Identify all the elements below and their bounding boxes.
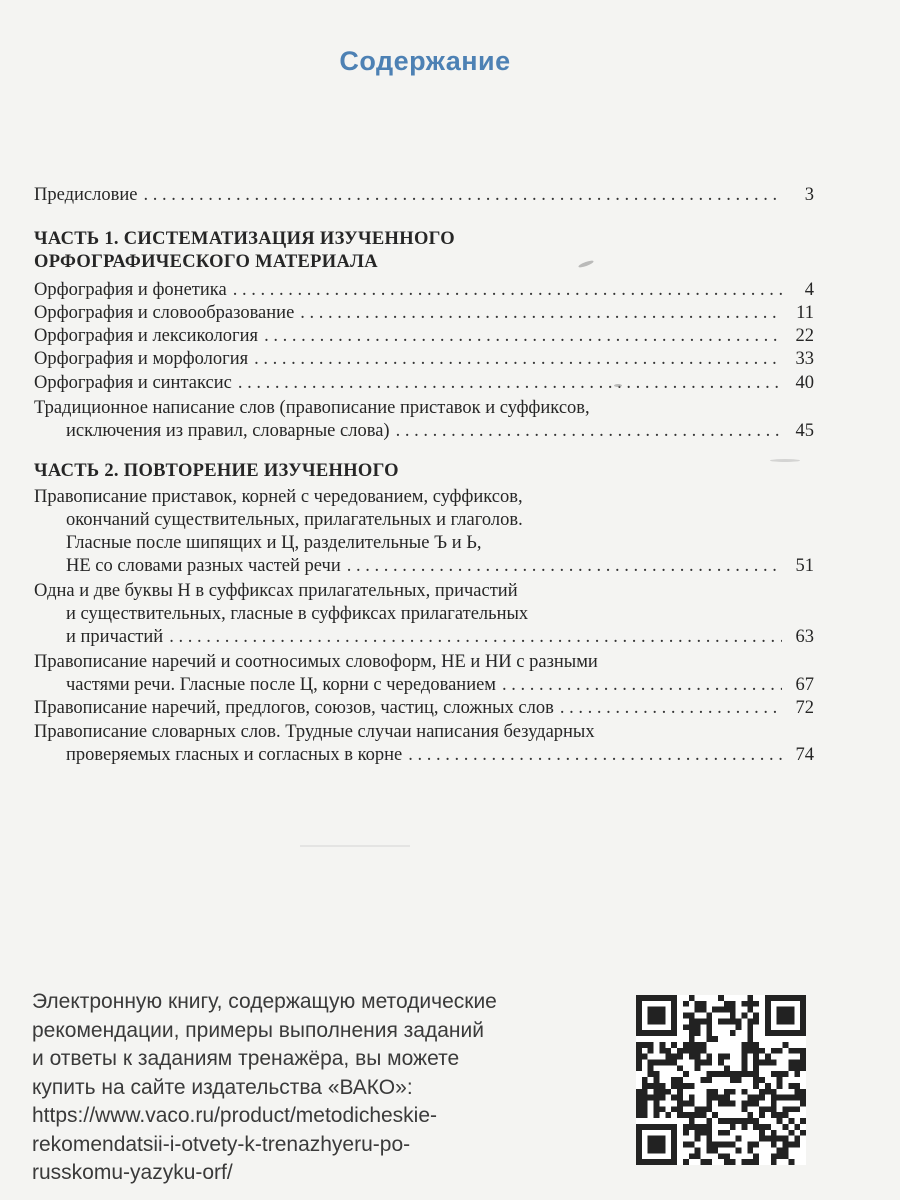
part1-heading bbox=[34, 228, 814, 274]
toc-page-number: 67 bbox=[795, 675, 814, 695]
part2-heading bbox=[34, 460, 814, 483]
notice-url-line[interactable]: russkomu-yazyku-orf/ bbox=[32, 1161, 233, 1184]
toc-page-number: 33 bbox=[795, 349, 814, 369]
toc-entry-text: Орфография и фонетика bbox=[34, 280, 227, 300]
toc-page-number: 63 bbox=[795, 627, 814, 647]
toc-entry[interactable] bbox=[34, 348, 814, 371]
toc-entry-text: Предисловие bbox=[34, 185, 138, 205]
toc-entry-text: Орфография и словообразование bbox=[34, 303, 295, 323]
part1-heading-line2: ОРФОГРАФИЧЕСКОГО МАТЕРИАЛА bbox=[34, 252, 378, 272]
toc-entry[interactable] bbox=[34, 651, 814, 697]
toc-entry-text: Правописание наречий и соотносимых словоформ, НЕ и НИ с разными bbox=[34, 652, 598, 672]
toc-entry[interactable] bbox=[34, 580, 814, 649]
leader-dots bbox=[502, 674, 782, 697]
toc-entry-text: и существительных, гласные в суффиксах прилагательных bbox=[66, 604, 529, 624]
toc-entry[interactable] bbox=[34, 325, 814, 348]
toc-entry[interactable] bbox=[34, 302, 814, 325]
leader-dots bbox=[233, 279, 782, 302]
toc-page-number: 74 bbox=[795, 745, 814, 765]
toc-entry-preface[interactable] bbox=[34, 184, 814, 207]
toc-page-number: 3 bbox=[804, 185, 814, 205]
toc-entry-text: Правописание словарных слов. Трудные случаи написания безударных bbox=[34, 722, 595, 742]
leader-dots bbox=[238, 372, 782, 395]
toc-entry-text: и причастий bbox=[66, 627, 164, 647]
leader-dots bbox=[396, 420, 782, 443]
leader-dots bbox=[254, 348, 782, 371]
notice-url-line[interactable]: rekomendatsii-i-otvety-k-trenazhyeru-po- bbox=[32, 1132, 411, 1156]
toc-entry[interactable] bbox=[34, 697, 814, 720]
notice-line: купить на сайте издательства «ВАКО»: bbox=[32, 1075, 413, 1099]
toc-entry-traditional[interactable] bbox=[34, 397, 814, 443]
toc-page-number: 45 bbox=[795, 421, 814, 441]
toc-entry[interactable] bbox=[34, 721, 814, 767]
print-mark bbox=[614, 384, 622, 387]
notice-line: рекомендации, примеры выполнения заданий bbox=[32, 1018, 484, 1042]
leader-dots bbox=[408, 744, 782, 767]
toc-entry-text: исключения из правил, словарные слова) bbox=[66, 421, 390, 441]
print-mark bbox=[770, 459, 800, 462]
leader-dots bbox=[169, 626, 782, 649]
toc-entry[interactable] bbox=[34, 279, 814, 302]
leader-dots bbox=[347, 555, 782, 578]
toc-entry-text: Правописание приставок, корней с чередованием, суффиксов, bbox=[34, 487, 523, 507]
toc-entry-text: частями речи. Гласные после Ц, корни с чередованием bbox=[66, 675, 497, 695]
toc-entry-text: окончаний существительных, прилагательных и глаголов. bbox=[66, 510, 523, 530]
toc-entry-text: Гласные после шипящих и Ц, разделительные Ъ и Ь, bbox=[66, 533, 482, 553]
toc-entry-text: Одна и две буквы Н в суффиксах прилагательных, причастий bbox=[34, 581, 518, 601]
part1-heading-line1: ЧАСТЬ 1. СИСТЕМАТИЗАЦИЯ ИЗУЧЕННОГО bbox=[34, 229, 455, 249]
leader-dots bbox=[300, 302, 782, 325]
leader-dots bbox=[143, 184, 782, 207]
ebook-notice bbox=[32, 988, 612, 1188]
toc-entry-text: Орфография и морфология bbox=[34, 349, 249, 369]
toc-entry-text: НЕ со словами разных частей речи bbox=[66, 556, 341, 576]
page-title: Содержание bbox=[339, 46, 511, 76]
toc-page-number: 51 bbox=[795, 556, 814, 576]
toc-entry-text: Традиционное написание слов (правописание приставок и суффиксов, bbox=[34, 398, 590, 418]
part2-heading-line: ЧАСТЬ 2. ПОВТОРЕНИЕ ИЗУЧЕННОГО bbox=[34, 461, 399, 481]
toc-page-number: 40 bbox=[795, 373, 814, 393]
toc-page-number: 11 bbox=[796, 303, 814, 323]
qr-code-icon[interactable] bbox=[636, 995, 806, 1165]
toc-page-number: 72 bbox=[795, 698, 814, 718]
toc-entry-text: Орфография и лексикология bbox=[34, 326, 259, 346]
toc-entry[interactable] bbox=[34, 486, 814, 578]
notice-line: и ответы к заданиям тренажёра, вы можете bbox=[32, 1047, 460, 1070]
toc-page-number: 22 bbox=[795, 326, 814, 346]
toc-entry[interactable] bbox=[34, 372, 814, 395]
leader-dots bbox=[264, 325, 782, 348]
print-mark bbox=[300, 845, 410, 847]
toc-page-number: 4 bbox=[804, 280, 814, 300]
toc-entry-text: Орфография и синтаксис bbox=[34, 373, 232, 393]
toc-entry-text: Правописание наречий, предлогов, союзов, частиц, сложных слов bbox=[34, 698, 554, 718]
notice-line: Электронную книгу, содержащую методические bbox=[32, 990, 497, 1013]
leader-dots bbox=[560, 697, 782, 720]
toc-entry-text: проверяемых гласных и согласных в корне bbox=[66, 745, 403, 765]
notice-url-line[interactable]: https://www.vaco.ru/product/metodicheskie- bbox=[32, 1104, 438, 1127]
